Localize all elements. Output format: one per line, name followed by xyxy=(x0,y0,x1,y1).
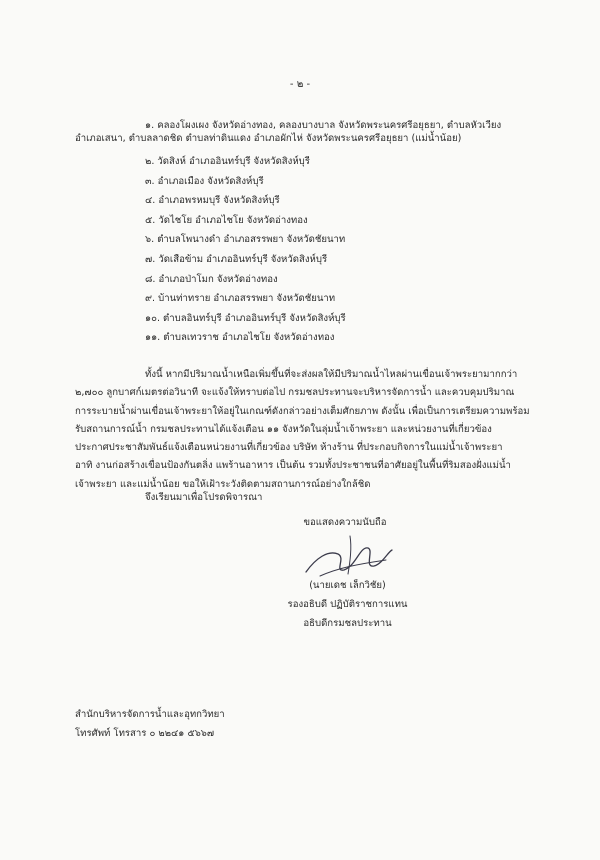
list-item-first-line2: อำเภอเสนา, ตำบลลาดชิด ตำบลท่าดินแดง อำเภอผักไห่ จังหวัดพระนครศรีอยุธยา (แม่น้ำน้อย) xyxy=(75,133,462,144)
signer-name: (นายเดช เล็กวิชัย) xyxy=(309,580,386,591)
footer-contact xyxy=(75,708,225,746)
list-item: ๙. บ้านท่าทราย อำเภอสรรพยา จังหวัดชัยนาท xyxy=(145,293,336,305)
list-item: ๘. อำเภอป่าโมก จังหวัดอ่างทอง xyxy=(145,273,278,285)
footer-phone: โทรศัพท์ โทรสาร ๐ ๒๒๔๑ ๕๖๖๗ xyxy=(75,728,215,739)
signer-position: อธิบดีกรมชลประทาน xyxy=(303,618,392,629)
list-item: ๗. วัดเสือข้าม อำเภออินทร์บุรี จังหวัดสิงห์บุรี xyxy=(145,253,328,265)
list-item: ๑๑. ตำบลเทวราช อำเภอไชโย จังหวัดอ่างทอง xyxy=(145,332,335,344)
body-paragraph xyxy=(75,368,530,496)
page-number: - ๒ - xyxy=(289,79,311,90)
list-item: ๖. ตำบลโพนางดำ อำเภอสรรพยา จังหวัดชัยนาท xyxy=(145,234,346,246)
paragraph-line: การระบายน้ำผ่านเขื่อนเจ้าพระยาให้อยู่ในเกณฑ์ดังกล่าวอย่างเต็มศักยภาพ ดังนั้น เพื่อเป็นการเตรียมความพร้อม xyxy=(75,405,530,417)
list-item: ๒. วัดสิงห์ อำเภออินทร์บุรี จังหวัดสิงห์บุรี xyxy=(145,156,310,167)
location-list xyxy=(145,155,525,351)
list-item-first xyxy=(75,119,515,145)
signer-position: รองอธิบดี ปฏิบัติราชการแทน xyxy=(287,599,408,610)
paragraph-line: ประกาศประชาสัมพันธ์แจ้งเตือนหน่วยงานที่เกี่ยวข้อง บริษัท ห้างร้าน ที่ประกอบกิจการในแม่น้ำเจ้าพระยา xyxy=(75,442,503,454)
paragraph-line: รับสถานการณ์น้ำ กรมชลประทานได้แจ้งเตือน ๑๑ จังหวัดในลุ่มน้ำเจ้าพระยา และหน่วยงานที่เกี่ยวข้อง xyxy=(75,423,492,435)
paragraph-line: อาทิ งานก่อสร้างเขื่อนป้องกันตลิ่ง แพร้านอาหาร เป็นต้น รวมทั้งประชาชนที่อาศัยอยู่ในพื้นที่ริมสองฝั่งแม่น้ำ xyxy=(75,460,511,472)
footer-office: สำนักบริหารจัดการน้ำและอุทกวิทยา xyxy=(75,709,225,720)
signature-block xyxy=(0,579,600,636)
list-item: ๕. วัดไชโย อำเภอไชโย จังหวัดอ่างทอง xyxy=(145,214,308,226)
list-item: ๓. อำเภอเมือง จังหวัดสิงห์บุรี xyxy=(145,175,264,187)
paragraph-line: ๒,๗๐๐ ลูกบาศก์เมตรต่อวินาที จะแจ้งให้ทราบต่อไป กรมชลประทานจะบริหารจัดการน้ำ และควบคุมปริมาณ xyxy=(75,387,515,399)
paragraph-line: ทั้งนี้ หากมีปริมาณน้ำเหนือเพิ่มขึ้นที่จะส่งผลให้มีปริมาณน้ำไหลผ่านเขื่อนเจ้าพระยามากกว่า xyxy=(145,369,518,380)
list-item: ๑๐. ตำบลอินทร์บุรี อำเภออินทร์บุรี จังหวัดสิงห์บุรี xyxy=(145,312,346,324)
paragraph-line: เจ้าพระยา และแม่น้ำน้อย ขอให้เฝ้าระวังติดตามสถานการณ์อย่างใกล้ชิด xyxy=(75,478,371,490)
list-item: ๔. อำเภอพรหมบุรี จังหวัดสิงห์บุรี xyxy=(145,195,280,207)
list-item-first-line1: ๑. คลองโผงเผง จังหวัดอ่างทอง, คลองบางบาล จังหวัดพระนครศรีอยุธยา, ตำบลหัวเวียง xyxy=(145,120,502,131)
closing-line: จึงเรียนมาเพื่อโปรดพิจารณา xyxy=(145,492,263,503)
respect-text: ขอแสดงความนับถือ xyxy=(303,517,387,528)
